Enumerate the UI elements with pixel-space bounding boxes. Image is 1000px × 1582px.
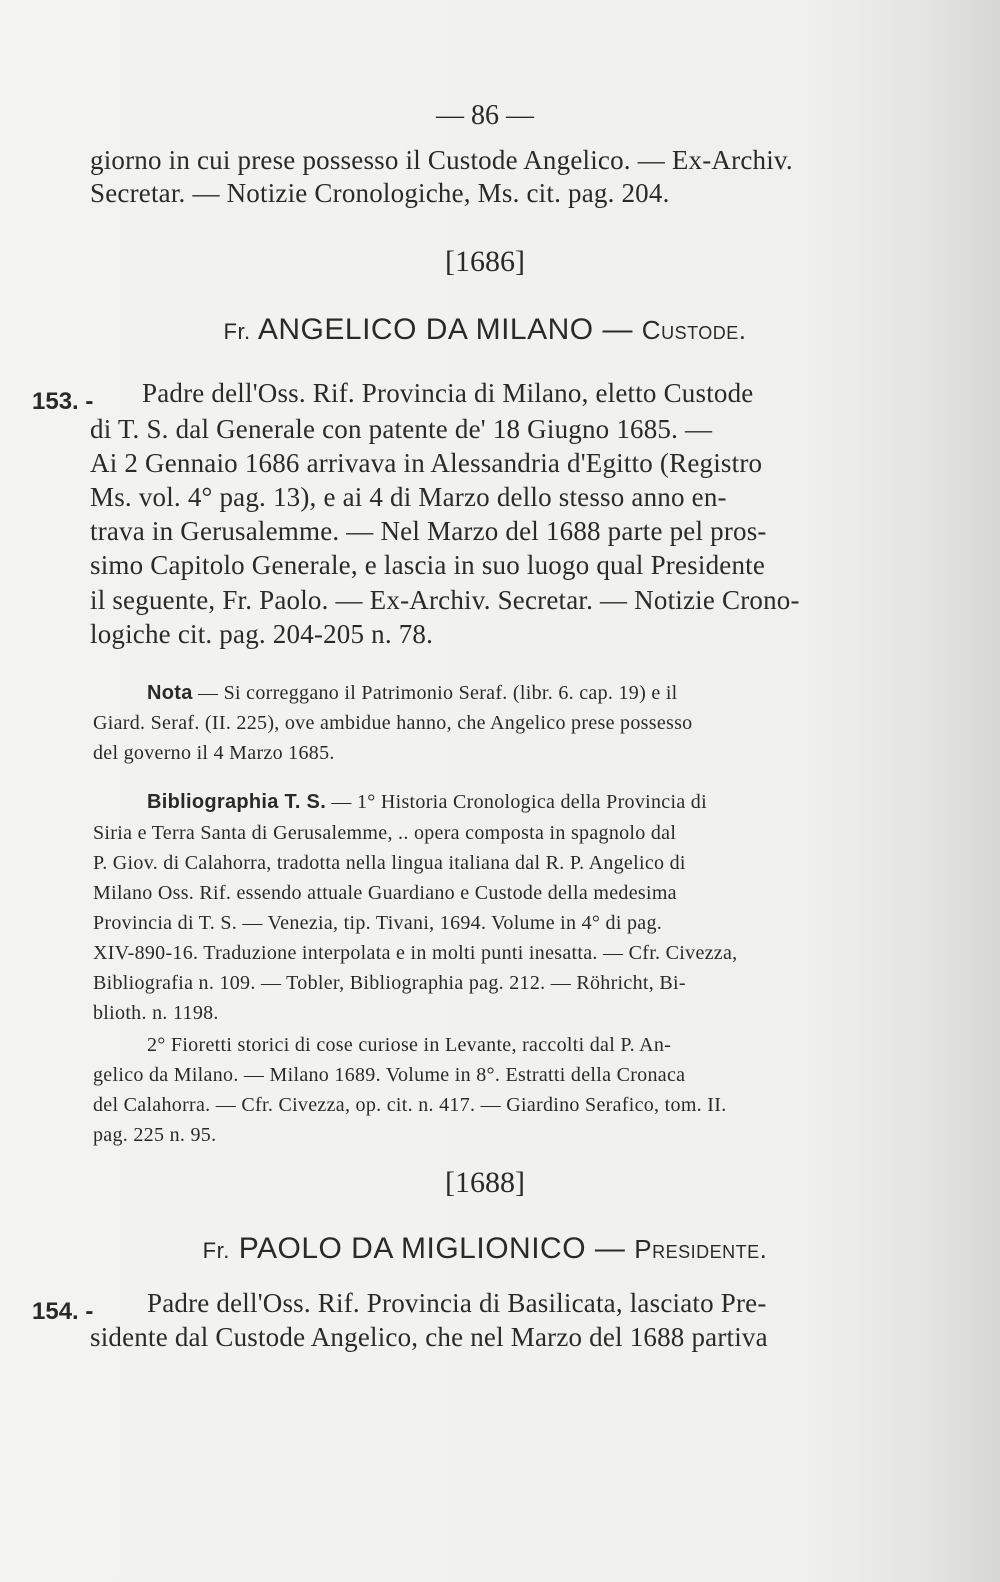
bibliographia-line: Milano Oss. Rif. essendo attuale Guardiano e Custode della medesima [93,882,677,904]
bibliographia-line: 2° Fioretti storici di cose curiose in Levante, raccolti dal P. An- [147,1034,672,1056]
entry-153-line: Ai 2 Gennaio 1686 arrivava in Alessandria d'Egitto (Registro [90,448,763,478]
bibliographia-line: Bibliografia n. 109. — Tobler, Bibliographia pag. 212. — Röhricht, Bi- [93,972,686,994]
page-number: — 86 — [436,100,534,131]
section-heading-paolo [0,1232,970,1266]
nota-label: Nota [147,682,193,704]
bibliographia-line: gelico da Milano. — Milano 1689. Volume in 8°. Estratti della Cronaca [93,1064,686,1086]
entry-number-153: 153. - [32,388,94,415]
entry-154-line: Padre dell'Oss. Rif. Provincia di Basilicata, lasciato Pre- [147,1288,767,1318]
intro-line-2: Secretar. — Notizie Cronologiche, Ms. cit. pag. 204. [90,178,670,208]
entry-153-line: logiche cit. pag. 204-205 n. 78. [90,619,434,649]
bibliographia-line: P. Giov. di Calahorra, tradotta nella lingua italiana dal R. P. Angelico di [93,852,686,874]
heading-dash: — [594,1232,626,1265]
entry-153-line: di T. S. dal Generale con patente de' 18 Giugno 1685. — [90,414,713,444]
entry-154-line: sidente dal Custode Angelico, che nel Marzo del 1688 partiva [90,1322,768,1352]
bibliographia-line: pag. 225 n. 95. [93,1124,217,1146]
heading-name: PAOLO DA MIGLIONICO [238,1232,587,1265]
bibliographia-line: Siria e Terra Santa di Gerusalemme, .. opera composta in spagnolo dal [93,822,677,844]
entry-153-line: il seguente, Fr. Paolo. — Ex-Archiv. Secretar. — Notizie Crono- [90,585,800,615]
nota-line: del governo il 4 Marzo 1685. [93,742,335,764]
entry-153-line: Ms. vol. 4° pag. 13), e ai 4 di Marzo dello stesso anno en- [90,482,727,512]
bibliographia-line: del Calahorra. — Cfr. Civezza, op. cit. n. 417. — Giardino Serafico, tom. II. [93,1094,727,1116]
entry-153-line: simo Capitolo Generale, e lascia in suo luogo qual Presidente [90,550,766,580]
heading-prefix: Fr. [202,1238,230,1263]
bibliographia-label: Bibliographia T. S. [147,791,327,813]
heading-role: Custode. [641,315,747,345]
bibliographia-text: — 1° Historia Cronologica della Provincia di [331,791,707,813]
bibliographia-line: Provincia di T. S. — Venezia, tip. Tivani, 1694. Volume in 4° di pag. [93,912,663,934]
bibliographia-line: blioth. n. 1198. [93,1002,219,1024]
nota-line [147,682,678,705]
intro-line-1: giorno in cui prese possesso il Custode Angelico. — Ex-Archiv. [90,145,793,175]
entry-number-154: 154. - [32,1298,94,1325]
section-heading-angelico [0,313,970,347]
heading-dash: — [602,313,633,346]
bibliographia-line [147,791,707,814]
heading-name: ANGELICO DA MILANO [257,313,594,346]
entry-153-line: trava in Gerusalemme. — Nel Marzo del 1688 parte pel pros- [90,516,767,546]
entry-153-line: Padre dell'Oss. Rif. Provincia di Milano, eletto Custode [142,378,754,408]
nota-text: — Si correggano il Patrimonio Seraf. (libr. 6. cap. 19) e il [197,682,678,704]
heading-role: Presidente. [634,1234,768,1264]
year-heading-1686: [1686] [445,245,525,278]
year-heading-1688: [1688] [445,1166,525,1199]
heading-prefix: Fr. [223,319,251,344]
nota-line: Giard. Seraf. (II. 225), ove ambidue hanno, che Angelico prese possesso [93,712,693,734]
bibliographia-line: XIV-890-16. Traduzione interpolata e in molti punti inesatta. — Cfr. Civezza, [93,942,738,964]
